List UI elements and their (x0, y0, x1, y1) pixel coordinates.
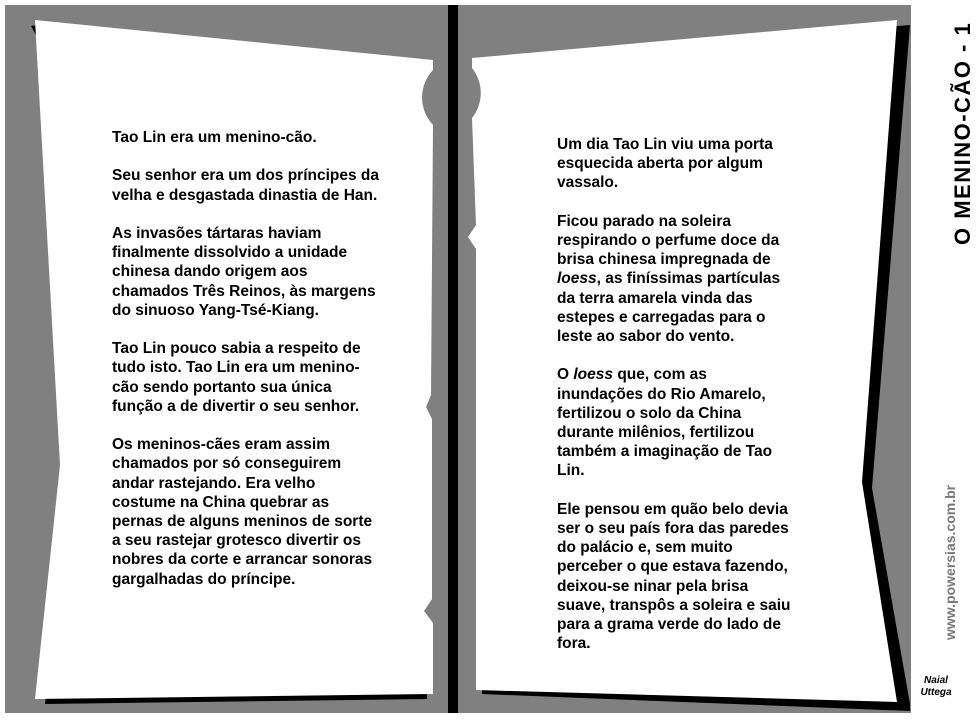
author-first-name: Naial (924, 675, 948, 686)
author-last-name: Uttega (920, 687, 952, 698)
left-paragraph-3: As invasões tártaras haviam finalmente dissolvido a unidade chinesa dando origem aos chamados Três Reinos, às margens do sinuoso Yang-Tsé-Kiang. (112, 224, 376, 319)
book-spine (448, 5, 458, 713)
right-page-text (557, 135, 797, 653)
website-label (924, 470, 958, 640)
left-paragraph-1: Tao Lin era um menino-cão. (112, 129, 317, 146)
right-paragraph-2-end: , as finíssimas partículas da terra amarela vinda das estepes e carregadas para o leste ao sabor do vento. (557, 270, 781, 346)
loess-term: loess (573, 366, 614, 384)
right-paragraph-3-start: O (557, 366, 574, 384)
right-paragraph-2-start: Ficou parado na soleira respirando o perfume doce da brisa chinesa impregnada de (557, 212, 780, 269)
left-page-text (112, 128, 382, 589)
right-paragraph-1: Um dia Tao Lin viu uma porta esquecida aberta por algum vassalo. (557, 136, 773, 192)
right-paragraph-3 (557, 365, 797, 480)
left-paragraph-2: Seu senhor era um dos príncipes da velha e desgastada dinastia de Han. (112, 167, 380, 204)
loess-term: loess (557, 270, 597, 288)
side-title (902, 21, 975, 245)
side-title-text: O MENINO-CÃO - 1 (950, 21, 975, 245)
left-paragraph-5: Os meninos-cães eram assim chamados por só conseguirem andar rastejando. Era velho costume na China quebrar as pernas de alguns meninos de sorte a seu rastejar grotesco divertir os nobres da corte e arrancar sonoras gargalhadas do príncipe. (112, 436, 373, 588)
left-paragraph-4: Tao Lin pouco sabia a respeito de tudo isto. Tao Lin era um menino-cão sendo portanto sua única função a de divertir o seu senhor. (112, 340, 361, 415)
author-credit (912, 675, 960, 699)
right-paragraph-3-end: que, com as inundações do Rio Amarelo, fertilizou o solo da China durante milênios, fertilizou também a imaginação de Tao Lin. (557, 366, 773, 480)
right-paragraph-4: Ele pensou em quão belo devia ser o seu país fora das paredes do palácio e, sem muito perceber o que estava fazendo, deixou-se ninar pela brisa suave, transpôs a soleira e saiu para a grama verde do lado de fora. (557, 500, 791, 653)
right-paragraph-2 (557, 212, 797, 346)
website-text: www.powersias.com.br (942, 484, 958, 640)
